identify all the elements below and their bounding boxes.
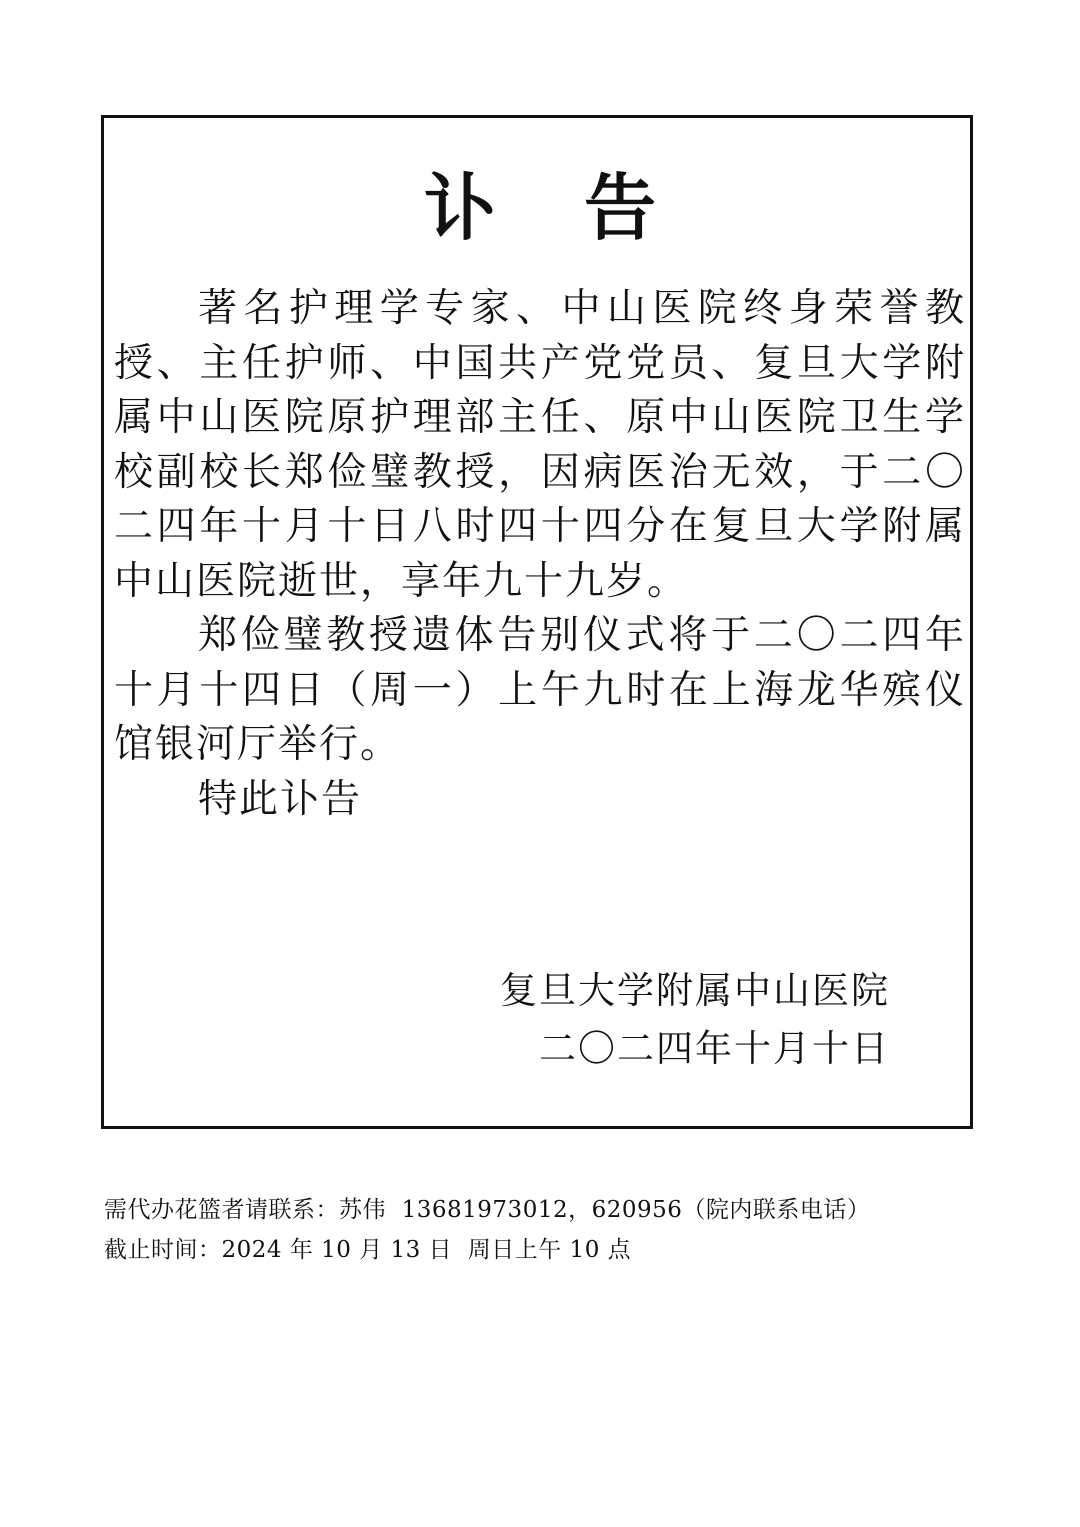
title-char-1: 讣 bbox=[423, 166, 496, 250]
signature-block bbox=[500, 962, 890, 1078]
obituary-paragraph: 著名护理学专家、中山医院终身荣誉教授、主任护师、中国共产党党员、复旦大学附属中山医院原护理部主任、原中山医院卫生学校副校长郑俭璧教授，因病医治无效，于二〇二四年十月十日八时四十四分在复旦大学附属中山医院逝世，享年九十九岁。 bbox=[114, 286, 966, 604]
notice-body bbox=[114, 282, 966, 827]
notice-title bbox=[0, 168, 1080, 248]
signature-organization: 复旦大学附属中山医院 bbox=[500, 969, 890, 1012]
deadline-line: 截止时间：2024 年 10 月 13 日 周日上午 10 点 bbox=[104, 1237, 632, 1263]
contact-line: 需代办花篮者请联系：苏伟 13681973012，620956（院内联系电话） bbox=[104, 1197, 871, 1223]
signature-date: 二〇二四年十月十日 bbox=[539, 1027, 890, 1070]
ceremony-paragraph: 郑俭璧教授遗体告别仪式将于二〇二四年十月十四日（周一）上午九时在上海龙华殡仪馆银河厅举行。 bbox=[114, 613, 966, 767]
title-char-2: 告 bbox=[584, 166, 657, 250]
footer-notes bbox=[104, 1190, 870, 1270]
closing-paragraph: 特此讣告 bbox=[198, 776, 363, 822]
